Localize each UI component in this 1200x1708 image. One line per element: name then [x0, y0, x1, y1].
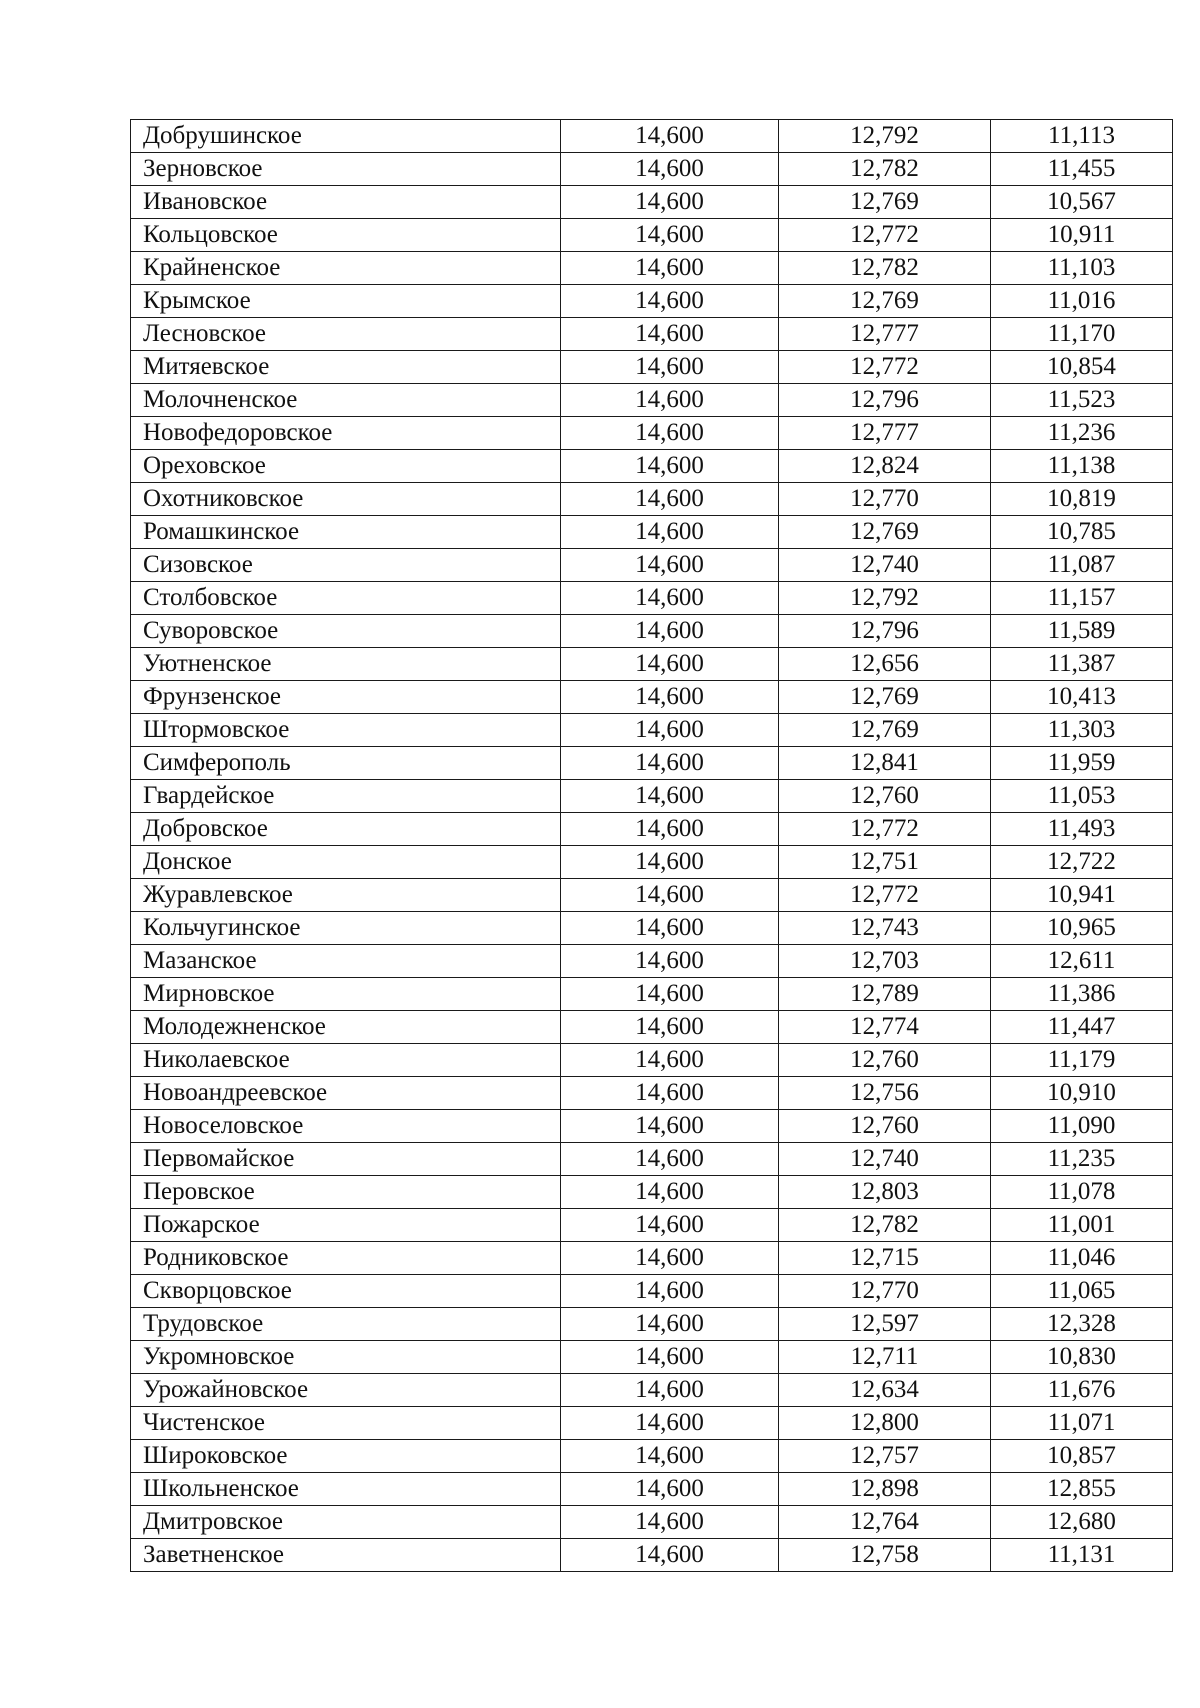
value-2-cell: 12,803 [779, 1176, 991, 1209]
settlement-name-cell: Первомайское [131, 1143, 561, 1176]
value-2-cell: 12,772 [779, 879, 991, 912]
table-row [131, 1011, 1173, 1044]
table-row [131, 1506, 1173, 1539]
value-1-cell: 14,600 [561, 780, 779, 813]
value-1-cell: 14,600 [561, 1539, 779, 1572]
value-3-cell: 12,611 [991, 945, 1173, 978]
settlement-name-cell: Мазанское [131, 945, 561, 978]
value-1-cell: 14,600 [561, 846, 779, 879]
table-row [131, 450, 1173, 483]
value-3-cell: 11,071 [991, 1407, 1173, 1440]
settlement-name-cell: Укромновское [131, 1341, 561, 1374]
value-3-cell: 10,910 [991, 1077, 1173, 1110]
value-1-cell: 14,600 [561, 648, 779, 681]
value-3-cell: 11,959 [991, 747, 1173, 780]
value-2-cell: 12,777 [779, 318, 991, 351]
settlement-name-cell: Столбовское [131, 582, 561, 615]
table-row [131, 483, 1173, 516]
value-1-cell: 14,600 [561, 549, 779, 582]
table-row [131, 153, 1173, 186]
value-1-cell: 14,600 [561, 681, 779, 714]
value-3-cell: 11,131 [991, 1539, 1173, 1572]
settlement-name-cell: Скворцовское [131, 1275, 561, 1308]
table-row [131, 1044, 1173, 1077]
table-row [131, 714, 1173, 747]
value-1-cell: 14,600 [561, 1440, 779, 1473]
value-2-cell: 12,770 [779, 1275, 991, 1308]
table-row [131, 285, 1173, 318]
value-1-cell: 14,600 [561, 1341, 779, 1374]
value-1-cell: 14,600 [561, 945, 779, 978]
table-row [131, 1110, 1173, 1143]
table-row [131, 120, 1173, 153]
value-2-cell: 12,789 [779, 978, 991, 1011]
settlement-name-cell: Суворовское [131, 615, 561, 648]
table-row [131, 1539, 1173, 1572]
table-row [131, 648, 1173, 681]
value-1-cell: 14,600 [561, 1242, 779, 1275]
settlement-name-cell: Новофедоровское [131, 417, 561, 450]
value-1-cell: 14,600 [561, 285, 779, 318]
value-3-cell: 11,170 [991, 318, 1173, 351]
value-3-cell: 11,046 [991, 1242, 1173, 1275]
settlement-name-cell: Митяевское [131, 351, 561, 384]
value-2-cell: 12,898 [779, 1473, 991, 1506]
value-1-cell: 14,600 [561, 1143, 779, 1176]
value-1-cell: 14,600 [561, 219, 779, 252]
value-2-cell: 12,740 [779, 549, 991, 582]
value-1-cell: 14,600 [561, 879, 779, 912]
settlement-name-cell: Сизовское [131, 549, 561, 582]
value-2-cell: 12,764 [779, 1506, 991, 1539]
value-3-cell: 10,785 [991, 516, 1173, 549]
value-3-cell: 10,854 [991, 351, 1173, 384]
settlement-name-cell: Перовское [131, 1176, 561, 1209]
value-2-cell: 12,597 [779, 1308, 991, 1341]
settlement-name-cell: Заветненское [131, 1539, 561, 1572]
value-2-cell: 12,656 [779, 648, 991, 681]
value-2-cell: 12,792 [779, 582, 991, 615]
settlement-name-cell: Чистенское [131, 1407, 561, 1440]
value-3-cell: 11,065 [991, 1275, 1173, 1308]
table-row [131, 1077, 1173, 1110]
settlement-name-cell: Фрунзенское [131, 681, 561, 714]
value-3-cell: 11,090 [991, 1110, 1173, 1143]
settlement-name-cell: Кольчугинское [131, 912, 561, 945]
settlement-name-cell: Симферополь [131, 747, 561, 780]
table-row [131, 1407, 1173, 1440]
value-2-cell: 12,841 [779, 747, 991, 780]
value-2-cell: 12,782 [779, 153, 991, 186]
value-2-cell: 12,824 [779, 450, 991, 483]
value-2-cell: 12,769 [779, 516, 991, 549]
settlement-name-cell: Охотниковское [131, 483, 561, 516]
value-3-cell: 10,830 [991, 1341, 1173, 1374]
settlement-name-cell: Донское [131, 846, 561, 879]
value-1-cell: 14,600 [561, 1209, 779, 1242]
table-row [131, 1374, 1173, 1407]
settlement-name-cell: Родниковское [131, 1242, 561, 1275]
value-2-cell: 12,751 [779, 846, 991, 879]
value-3-cell: 10,941 [991, 879, 1173, 912]
value-2-cell: 12,743 [779, 912, 991, 945]
table-row [131, 582, 1173, 615]
settlement-name-cell: Николаевское [131, 1044, 561, 1077]
value-1-cell: 14,600 [561, 978, 779, 1011]
table-row [131, 846, 1173, 879]
value-1-cell: 14,600 [561, 582, 779, 615]
value-1-cell: 14,600 [561, 615, 779, 648]
value-3-cell: 10,567 [991, 186, 1173, 219]
table-row [131, 1143, 1173, 1176]
value-3-cell: 12,855 [991, 1473, 1173, 1506]
value-2-cell: 12,758 [779, 1539, 991, 1572]
settlement-name-cell: Молодежненское [131, 1011, 561, 1044]
value-1-cell: 14,600 [561, 417, 779, 450]
table-row [131, 1308, 1173, 1341]
settlement-name-cell: Пожарское [131, 1209, 561, 1242]
value-1-cell: 14,600 [561, 186, 779, 219]
value-2-cell: 12,800 [779, 1407, 991, 1440]
table-row [131, 549, 1173, 582]
table-row [131, 945, 1173, 978]
value-1-cell: 14,600 [561, 351, 779, 384]
value-3-cell: 10,911 [991, 219, 1173, 252]
value-1-cell: 14,600 [561, 483, 779, 516]
value-2-cell: 12,711 [779, 1341, 991, 1374]
value-2-cell: 12,777 [779, 417, 991, 450]
value-3-cell: 11,303 [991, 714, 1173, 747]
table-row [131, 681, 1173, 714]
value-1-cell: 14,600 [561, 120, 779, 153]
table-row [131, 780, 1173, 813]
value-1-cell: 14,600 [561, 516, 779, 549]
settlement-name-cell: Ореховское [131, 450, 561, 483]
value-1-cell: 14,600 [561, 153, 779, 186]
value-3-cell: 11,523 [991, 384, 1173, 417]
value-1-cell: 14,600 [561, 1044, 779, 1077]
value-3-cell: 11,386 [991, 978, 1173, 1011]
table-row [131, 1473, 1173, 1506]
settlement-name-cell: Журавлевское [131, 879, 561, 912]
settlement-name-cell: Школьненское [131, 1473, 561, 1506]
value-2-cell: 12,782 [779, 252, 991, 285]
value-2-cell: 12,782 [779, 1209, 991, 1242]
data-table [130, 119, 1173, 1572]
settlement-name-cell: Добровское [131, 813, 561, 846]
table-row [131, 1242, 1173, 1275]
value-3-cell: 11,235 [991, 1143, 1173, 1176]
value-1-cell: 14,600 [561, 1374, 779, 1407]
settlement-name-cell: Урожайновское [131, 1374, 561, 1407]
value-1-cell: 14,600 [561, 318, 779, 351]
value-3-cell: 11,676 [991, 1374, 1173, 1407]
settlement-name-cell: Гвардейское [131, 780, 561, 813]
table-row [131, 186, 1173, 219]
value-3-cell: 11,455 [991, 153, 1173, 186]
value-3-cell: 10,819 [991, 483, 1173, 516]
table-row [131, 813, 1173, 846]
value-1-cell: 14,600 [561, 1110, 779, 1143]
value-3-cell: 11,087 [991, 549, 1173, 582]
value-2-cell: 12,772 [779, 351, 991, 384]
value-3-cell: 12,722 [991, 846, 1173, 879]
value-2-cell: 12,796 [779, 384, 991, 417]
value-1-cell: 14,600 [561, 1077, 779, 1110]
table-row [131, 219, 1173, 252]
value-3-cell: 11,078 [991, 1176, 1173, 1209]
value-2-cell: 12,760 [779, 1110, 991, 1143]
value-1-cell: 14,600 [561, 747, 779, 780]
settlement-name-cell: Крымское [131, 285, 561, 318]
settlement-name-cell: Новоандреевское [131, 1077, 561, 1110]
value-3-cell: 11,103 [991, 252, 1173, 285]
settlement-name-cell: Зерновское [131, 153, 561, 186]
value-1-cell: 14,600 [561, 1275, 779, 1308]
value-2-cell: 12,760 [779, 780, 991, 813]
value-3-cell: 11,053 [991, 780, 1173, 813]
settlement-name-cell: Уютненское [131, 648, 561, 681]
value-2-cell: 12,757 [779, 1440, 991, 1473]
value-2-cell: 12,769 [779, 714, 991, 747]
settlement-name-cell: Лесновское [131, 318, 561, 351]
value-3-cell: 11,157 [991, 582, 1173, 615]
settlement-name-cell: Крайненское [131, 252, 561, 285]
value-3-cell: 11,589 [991, 615, 1173, 648]
value-3-cell: 11,113 [991, 120, 1173, 153]
value-2-cell: 12,772 [779, 813, 991, 846]
value-3-cell: 12,680 [991, 1506, 1173, 1539]
value-2-cell: 12,740 [779, 1143, 991, 1176]
table-row [131, 978, 1173, 1011]
value-2-cell: 12,792 [779, 120, 991, 153]
value-2-cell: 12,770 [779, 483, 991, 516]
value-3-cell: 11,016 [991, 285, 1173, 318]
value-1-cell: 14,600 [561, 912, 779, 945]
table-row [131, 912, 1173, 945]
table-row [131, 318, 1173, 351]
table-row [131, 879, 1173, 912]
settlement-name-cell: Широковское [131, 1440, 561, 1473]
table-row [131, 516, 1173, 549]
settlement-name-cell: Молочненское [131, 384, 561, 417]
value-2-cell: 12,760 [779, 1044, 991, 1077]
value-1-cell: 14,600 [561, 714, 779, 747]
settlement-name-cell: Дмитровское [131, 1506, 561, 1539]
table-row [131, 252, 1173, 285]
value-1-cell: 14,600 [561, 450, 779, 483]
settlement-name-cell: Кольцовское [131, 219, 561, 252]
table-row [131, 384, 1173, 417]
table-row [131, 1440, 1173, 1473]
value-2-cell: 12,774 [779, 1011, 991, 1044]
value-2-cell: 12,756 [779, 1077, 991, 1110]
table-row [131, 1176, 1173, 1209]
value-3-cell: 11,387 [991, 648, 1173, 681]
settlement-name-cell: Ромашкинское [131, 516, 561, 549]
table-row [131, 351, 1173, 384]
value-2-cell: 12,715 [779, 1242, 991, 1275]
value-2-cell: 12,769 [779, 285, 991, 318]
settlement-name-cell: Ивановское [131, 186, 561, 219]
value-3-cell: 10,965 [991, 912, 1173, 945]
value-2-cell: 12,769 [779, 186, 991, 219]
value-1-cell: 14,600 [561, 252, 779, 285]
value-1-cell: 14,600 [561, 813, 779, 846]
value-3-cell: 10,413 [991, 681, 1173, 714]
value-3-cell: 11,179 [991, 1044, 1173, 1077]
value-3-cell: 10,857 [991, 1440, 1173, 1473]
value-3-cell: 12,328 [991, 1308, 1173, 1341]
value-3-cell: 11,236 [991, 417, 1173, 450]
value-1-cell: 14,600 [561, 384, 779, 417]
value-1-cell: 14,600 [561, 1011, 779, 1044]
table-row [131, 615, 1173, 648]
value-1-cell: 14,600 [561, 1176, 779, 1209]
settlement-name-cell: Новоселовское [131, 1110, 561, 1143]
table-row [131, 1341, 1173, 1374]
table-row [131, 1275, 1173, 1308]
table-row [131, 417, 1173, 450]
value-3-cell: 11,138 [991, 450, 1173, 483]
table-body [131, 120, 1173, 1572]
value-2-cell: 12,796 [779, 615, 991, 648]
value-1-cell: 14,600 [561, 1308, 779, 1341]
settlement-name-cell: Мирновское [131, 978, 561, 1011]
value-2-cell: 12,634 [779, 1374, 991, 1407]
settlement-name-cell: Добрушинское [131, 120, 561, 153]
value-2-cell: 12,769 [779, 681, 991, 714]
table-row [131, 1209, 1173, 1242]
value-3-cell: 11,447 [991, 1011, 1173, 1044]
settlement-name-cell: Штормовское [131, 714, 561, 747]
table-row [131, 747, 1173, 780]
value-2-cell: 12,703 [779, 945, 991, 978]
value-1-cell: 14,600 [561, 1473, 779, 1506]
value-1-cell: 14,600 [561, 1407, 779, 1440]
value-3-cell: 11,493 [991, 813, 1173, 846]
value-3-cell: 11,001 [991, 1209, 1173, 1242]
value-1-cell: 14,600 [561, 1506, 779, 1539]
settlement-name-cell: Трудовское [131, 1308, 561, 1341]
value-2-cell: 12,772 [779, 219, 991, 252]
